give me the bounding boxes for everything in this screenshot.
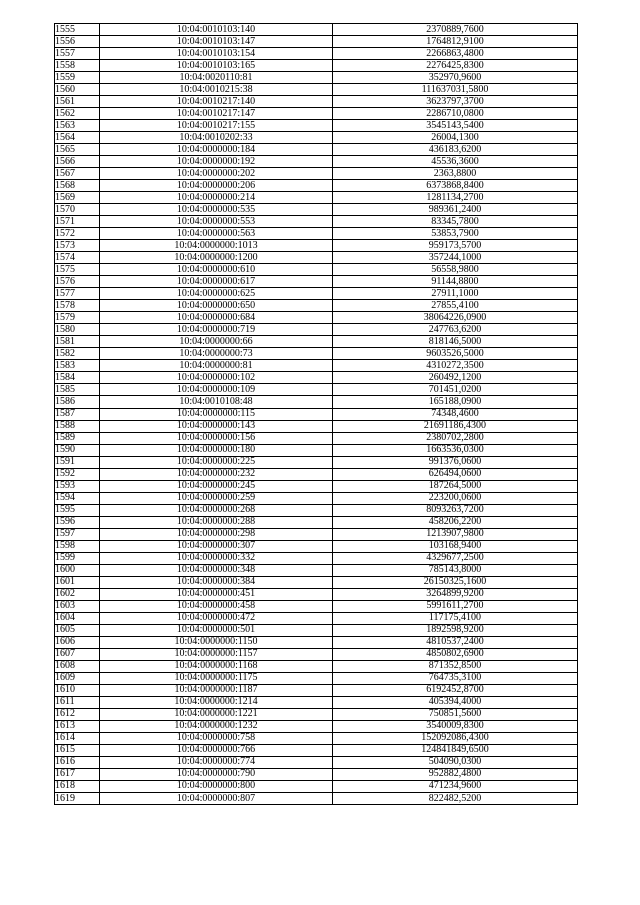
cadastral-value: 5991611,2700 — [333, 600, 578, 612]
row-number: 1578 — [55, 300, 100, 312]
cadastral-number: 10:04:0000000:288 — [100, 516, 333, 528]
cadastral-number: 10:04:0000000:1221 — [100, 708, 333, 720]
cadastral-number: 10:04:0000000:1157 — [100, 648, 333, 660]
cadastral-value: 2276425,8300 — [333, 60, 578, 72]
row-number: 1617 — [55, 768, 100, 780]
row-number: 1591 — [55, 456, 100, 468]
table-row — [55, 552, 578, 564]
cadastral-number: 10:04:0000000:1200 — [100, 252, 333, 264]
cadastral-value: 2266863,4800 — [333, 48, 578, 60]
cadastral-value: 818146,5000 — [333, 336, 578, 348]
cadastral-value: 2286710,0800 — [333, 108, 578, 120]
cadastral-value: 260492,1200 — [333, 372, 578, 384]
table-row — [55, 732, 578, 744]
cadastral-number: 10:04:0000000:719 — [100, 324, 333, 336]
table-row — [55, 204, 578, 216]
row-number: 1593 — [55, 480, 100, 492]
row-number: 1569 — [55, 192, 100, 204]
row-number: 1566 — [55, 156, 100, 168]
cadastral-number: 10:04:0000000:268 — [100, 504, 333, 516]
cadastral-value: 785143,8000 — [333, 564, 578, 576]
cadastral-number: 10:04:0000000:458 — [100, 600, 333, 612]
row-number: 1595 — [55, 504, 100, 516]
cadastral-value: 1892598,9200 — [333, 624, 578, 636]
cadastral-number: 10:04:0000000:472 — [100, 612, 333, 624]
cadastral-value: 8093263,7200 — [333, 504, 578, 516]
table-row — [55, 156, 578, 168]
cadastral-value: 352970,9600 — [333, 72, 578, 84]
table-row — [55, 264, 578, 276]
cadastral-value: 124841849,6500 — [333, 744, 578, 756]
cadastral-number: 10:04:0000000:610 — [100, 264, 333, 276]
table-row — [55, 444, 578, 456]
cadastral-number: 10:04:0000000:1150 — [100, 636, 333, 648]
table-row — [55, 648, 578, 660]
cadastral-value: 27855,4100 — [333, 300, 578, 312]
cadastral-value: 436183,6200 — [333, 144, 578, 156]
table-row — [55, 432, 578, 444]
cadastral-number: 10:04:0000000:143 — [100, 420, 333, 432]
cadastral-value: 750851,5600 — [333, 708, 578, 720]
table-row — [55, 636, 578, 648]
row-number: 1614 — [55, 732, 100, 744]
cadastral-number: 10:04:0000000:625 — [100, 288, 333, 300]
row-number: 1577 — [55, 288, 100, 300]
row-number: 1604 — [55, 612, 100, 624]
cadastral-value: 247763,6200 — [333, 324, 578, 336]
cadastral-value: 3545143,5400 — [333, 120, 578, 132]
cadastral-value: 27911,1000 — [333, 288, 578, 300]
cadastral-number: 10:04:0000000:225 — [100, 456, 333, 468]
cadastral-number: 10:04:0000000:563 — [100, 228, 333, 240]
table-row — [55, 612, 578, 624]
cadastral-value: 6373868,8400 — [333, 180, 578, 192]
cadastral-value: 1213907,9800 — [333, 528, 578, 540]
cadastral-number: 10:04:0020110:81 — [100, 72, 333, 84]
row-number: 1570 — [55, 204, 100, 216]
cadastral-number: 10:04:0000000:298 — [100, 528, 333, 540]
cadastral-value: 152092086,4300 — [333, 732, 578, 744]
row-number: 1587 — [55, 408, 100, 420]
table-row — [55, 793, 578, 805]
row-number: 1585 — [55, 384, 100, 396]
row-number: 1606 — [55, 636, 100, 648]
cadastral-value: 165188,0900 — [333, 396, 578, 408]
cadastral-number: 10:04:0000000:758 — [100, 732, 333, 744]
cadastral-number: 10:04:0000000:1232 — [100, 720, 333, 732]
table-row — [55, 768, 578, 780]
row-number: 1571 — [55, 216, 100, 228]
cadastral-number: 10:04:0000000:192 — [100, 156, 333, 168]
table-row — [55, 252, 578, 264]
row-number: 1588 — [55, 420, 100, 432]
row-number: 1586 — [55, 396, 100, 408]
cadastral-number: 10:04:0000000:66 — [100, 336, 333, 348]
cadastral-value: 56558,9800 — [333, 264, 578, 276]
table-row — [55, 72, 578, 84]
row-number: 1580 — [55, 324, 100, 336]
row-number: 1616 — [55, 756, 100, 768]
row-number: 1560 — [55, 84, 100, 96]
row-number: 1562 — [55, 108, 100, 120]
table-row — [55, 780, 578, 792]
cadastral-number: 10:04:0010103:147 — [100, 36, 333, 48]
table-row — [55, 180, 578, 192]
table-row — [55, 216, 578, 228]
row-number: 1556 — [55, 36, 100, 48]
cadastral-value: 458206,2200 — [333, 516, 578, 528]
row-number: 1598 — [55, 540, 100, 552]
table-row — [55, 696, 578, 708]
cadastral-number: 10:04:0010202:33 — [100, 132, 333, 144]
cadastral-number: 10:04:0000000:650 — [100, 300, 333, 312]
row-number: 1564 — [55, 132, 100, 144]
cadastral-value: 764735,3100 — [333, 672, 578, 684]
table-row — [55, 720, 578, 732]
cadastral-number: 10:04:0000000:184 — [100, 144, 333, 156]
table-row — [55, 516, 578, 528]
table-row — [55, 300, 578, 312]
table-row — [55, 60, 578, 72]
table-row — [55, 540, 578, 552]
cadastral-value: 471234,9600 — [333, 780, 578, 792]
cadastral-number: 10:04:0010217:147 — [100, 108, 333, 120]
cadastral-value: 959173,5700 — [333, 240, 578, 252]
table-row — [55, 24, 578, 36]
row-number: 1565 — [55, 144, 100, 156]
table-row — [55, 48, 578, 60]
table-row — [55, 84, 578, 96]
row-number: 1568 — [55, 180, 100, 192]
cadastral-value: 4810537,2400 — [333, 636, 578, 648]
table-row — [55, 684, 578, 696]
cadastral-value: 187264,5000 — [333, 480, 578, 492]
cadastral-value: 952882,4800 — [333, 768, 578, 780]
row-number: 1600 — [55, 564, 100, 576]
cadastral-number: 10:04:0010103:154 — [100, 48, 333, 60]
row-number: 1609 — [55, 672, 100, 684]
row-number: 1561 — [55, 96, 100, 108]
row-number: 1567 — [55, 168, 100, 180]
cadastral-number: 10:04:0000000:307 — [100, 540, 333, 552]
cadastral-value: 3264899,9200 — [333, 588, 578, 600]
cadastral-value: 2370889,7600 — [333, 24, 578, 36]
row-number: 1597 — [55, 528, 100, 540]
row-number: 1612 — [55, 708, 100, 720]
cadastral-number: 10:04:0000000:501 — [100, 624, 333, 636]
table-row — [55, 144, 578, 156]
cadastral-number: 10:04:0010108:48 — [100, 396, 333, 408]
row-number: 1607 — [55, 648, 100, 660]
cadastral-value: 103168,9400 — [333, 540, 578, 552]
cadastral-value: 9603526,5000 — [333, 348, 578, 360]
cadastral-value: 111637031,5800 — [333, 84, 578, 96]
cadastral-number: 10:04:0000000:332 — [100, 552, 333, 564]
cadastral-number: 10:04:0000000:109 — [100, 384, 333, 396]
table-row — [55, 456, 578, 468]
row-number: 1584 — [55, 372, 100, 384]
table-row — [55, 240, 578, 252]
table-row — [55, 228, 578, 240]
table-row — [55, 192, 578, 204]
cadastral-number: 10:04:0000000:1187 — [100, 684, 333, 696]
row-number: 1581 — [55, 336, 100, 348]
cadastral-value: 4850802,6900 — [333, 648, 578, 660]
row-number: 1596 — [55, 516, 100, 528]
table-row — [55, 408, 578, 420]
cadastral-value-table — [54, 23, 578, 805]
table-row — [55, 480, 578, 492]
row-number: 1557 — [55, 48, 100, 60]
row-number: 1605 — [55, 624, 100, 636]
cadastral-value: 989361,2400 — [333, 204, 578, 216]
row-number: 1619 — [55, 793, 100, 805]
table-row — [55, 756, 578, 768]
cadastral-value: 2380702,2800 — [333, 432, 578, 444]
row-number: 1610 — [55, 684, 100, 696]
row-number: 1576 — [55, 276, 100, 288]
row-number: 1582 — [55, 348, 100, 360]
cadastral-number: 10:04:0010215:38 — [100, 84, 333, 96]
cadastral-number: 10:04:0000000:81 — [100, 360, 333, 372]
table-row — [55, 372, 578, 384]
cadastral-number: 10:04:0000000:1168 — [100, 660, 333, 672]
cadastral-value: 991376,0600 — [333, 456, 578, 468]
cadastral-number: 10:04:0000000:1214 — [100, 696, 333, 708]
cadastral-number: 10:04:0000000:245 — [100, 480, 333, 492]
cadastral-number: 10:04:0010103:140 — [100, 24, 333, 36]
row-number: 1611 — [55, 696, 100, 708]
cadastral-value: 3623797,3700 — [333, 96, 578, 108]
cadastral-value: 701451,0200 — [333, 384, 578, 396]
table-row — [55, 660, 578, 672]
cadastral-value: 38064226,0900 — [333, 312, 578, 324]
cadastral-number: 10:04:0000000:807 — [100, 793, 333, 805]
table-row — [55, 564, 578, 576]
row-number: 1615 — [55, 744, 100, 756]
row-number: 1555 — [55, 24, 100, 36]
table-row — [55, 36, 578, 48]
cadastral-number: 10:04:0000000:617 — [100, 276, 333, 288]
cadastral-value: 4310272,3500 — [333, 360, 578, 372]
cadastral-value: 4329677,2500 — [333, 552, 578, 564]
cadastral-value: 405394,4000 — [333, 696, 578, 708]
cadastral-number: 10:04:0000000:790 — [100, 768, 333, 780]
cadastral-number: 10:04:0000000:115 — [100, 408, 333, 420]
cadastral-value: 6192452,8700 — [333, 684, 578, 696]
row-number: 1575 — [55, 264, 100, 276]
cadastral-number: 10:04:0000000:348 — [100, 564, 333, 576]
cadastral-number: 10:04:0000000:1175 — [100, 672, 333, 684]
cadastral-value: 2363,8800 — [333, 168, 578, 180]
row-number: 1573 — [55, 240, 100, 252]
table-row — [55, 360, 578, 372]
row-number: 1601 — [55, 576, 100, 588]
table-row — [55, 348, 578, 360]
table-row — [55, 708, 578, 720]
row-number: 1618 — [55, 780, 100, 792]
cadastral-value: 871352,8500 — [333, 660, 578, 672]
row-number: 1559 — [55, 72, 100, 84]
cadastral-value: 357244,1000 — [333, 252, 578, 264]
cadastral-value: 1663536,0300 — [333, 444, 578, 456]
table-row — [55, 504, 578, 516]
table-row — [55, 600, 578, 612]
table-row — [55, 120, 578, 132]
row-number: 1558 — [55, 60, 100, 72]
row-number: 1594 — [55, 492, 100, 504]
cadastral-number: 10:04:0000000:180 — [100, 444, 333, 456]
cadastral-number: 10:04:0000000:259 — [100, 492, 333, 504]
cadastral-value: 53853,7900 — [333, 228, 578, 240]
row-number: 1579 — [55, 312, 100, 324]
row-number: 1590 — [55, 444, 100, 456]
cadastral-value: 1281134,2700 — [333, 192, 578, 204]
table-row — [55, 132, 578, 144]
table-row — [55, 108, 578, 120]
cadastral-value: 83345,7800 — [333, 216, 578, 228]
row-number: 1572 — [55, 228, 100, 240]
row-number: 1563 — [55, 120, 100, 132]
cadastral-number: 10:04:0010103:165 — [100, 60, 333, 72]
cadastral-value: 822482,5200 — [333, 793, 578, 805]
cadastral-value: 26150325,1600 — [333, 576, 578, 588]
table-row — [55, 492, 578, 504]
cadastral-value: 626494,0600 — [333, 468, 578, 480]
cadastral-value: 74348,4600 — [333, 408, 578, 420]
table-row — [55, 744, 578, 756]
table-row — [55, 468, 578, 480]
table-row — [55, 672, 578, 684]
table-row — [55, 384, 578, 396]
cadastral-number: 10:04:0000000:214 — [100, 192, 333, 204]
cadastral-number: 10:04:0000000:1013 — [100, 240, 333, 252]
cadastral-value: 504090,0300 — [333, 756, 578, 768]
table-row — [55, 276, 578, 288]
row-number: 1583 — [55, 360, 100, 372]
cadastral-value: 1764812,9100 — [333, 36, 578, 48]
row-number: 1599 — [55, 552, 100, 564]
row-number: 1602 — [55, 588, 100, 600]
cadastral-value: 91144,8800 — [333, 276, 578, 288]
cadastral-number: 10:04:0000000:684 — [100, 312, 333, 324]
table-row — [55, 312, 578, 324]
cadastral-number: 10:04:0000000:206 — [100, 180, 333, 192]
cadastral-number: 10:04:0000000:451 — [100, 588, 333, 600]
cadastral-value: 45536,3600 — [333, 156, 578, 168]
cadastral-value: 117175,4100 — [333, 612, 578, 624]
row-number: 1613 — [55, 720, 100, 732]
table-row — [55, 624, 578, 636]
cadastral-number: 10:04:0000000:156 — [100, 432, 333, 444]
cadastral-number: 10:04:0000000:774 — [100, 756, 333, 768]
row-number: 1608 — [55, 660, 100, 672]
row-number: 1589 — [55, 432, 100, 444]
cadastral-number: 10:04:0000000:202 — [100, 168, 333, 180]
table-body — [55, 24, 578, 805]
cadastral-number: 10:04:0000000:384 — [100, 576, 333, 588]
cadastral-number: 10:04:0010217:140 — [100, 96, 333, 108]
cadastral-value: 3540009,8300 — [333, 720, 578, 732]
table-row — [55, 96, 578, 108]
row-number: 1574 — [55, 252, 100, 264]
table-row — [55, 396, 578, 408]
table-row — [55, 420, 578, 432]
row-number: 1592 — [55, 468, 100, 480]
table-row — [55, 324, 578, 336]
cadastral-number: 10:04:0000000:553 — [100, 216, 333, 228]
cadastral-number: 10:04:0000000:766 — [100, 744, 333, 756]
table-row — [55, 288, 578, 300]
table-row — [55, 168, 578, 180]
table-row — [55, 528, 578, 540]
cadastral-number: 10:04:0000000:535 — [100, 204, 333, 216]
cadastral-number: 10:04:0010217:155 — [100, 120, 333, 132]
table-row — [55, 588, 578, 600]
cadastral-number: 10:04:0000000:800 — [100, 780, 333, 792]
cadastral-value: 223200,0600 — [333, 492, 578, 504]
cadastral-number: 10:04:0000000:102 — [100, 372, 333, 384]
cadastral-number: 10:04:0000000:232 — [100, 468, 333, 480]
table-row — [55, 336, 578, 348]
cadastral-value: 21691186,4300 — [333, 420, 578, 432]
table-row — [55, 576, 578, 588]
cadastral-value: 26004,1300 — [333, 132, 578, 144]
cadastral-number: 10:04:0000000:73 — [100, 348, 333, 360]
row-number: 1603 — [55, 600, 100, 612]
